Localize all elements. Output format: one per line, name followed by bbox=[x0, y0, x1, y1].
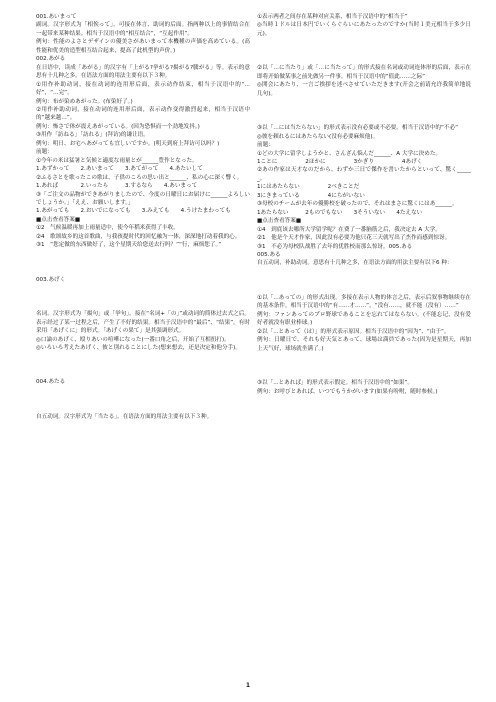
text-line: ①どの大学に留学しようかと、さんざん悩んだ______、A 大学に決めた。 bbox=[257, 150, 442, 157]
paragraph-gap bbox=[257, 98, 471, 124]
text-line: 003.あげく bbox=[36, 276, 66, 283]
text-line: 1あたらない 2ものでもない 3そういない 4たえない bbox=[257, 209, 423, 216]
text-line: 自五动词。汉字形式为「当たる」。在语法方面的用法主要有以下３种。 bbox=[36, 413, 213, 420]
text-line: ◎彼を頼れるにはあたらない(没有必要麻烦他)。 bbox=[257, 133, 379, 140]
text-line: ①以「...あっての」的形式出现。多接在表示人物的体言之后，表示后叙事物继续存在的基本条件。相当于汉语中的“有……才……”，“没有……，就不能（没有）……” bbox=[257, 294, 471, 310]
text-line: ②用作补助动词，接在动词的连用形后面，表示动作变得激烈起来，相当于汉语中的“越来越…”。 bbox=[36, 106, 250, 122]
text-line: ◎いろいろ考えたあげく、彼と別れることにした(想来想去，还是决定和他分手)。 bbox=[36, 344, 241, 351]
text-line: ③「ご注文の品物ができあがりましたので、今度の日曜日にお届けに______よろしいでしょうか。」「ええ、お願いします。」 bbox=[36, 191, 250, 206]
text-line: 副词。汉字形式为「相俟って」。可接在体言、助词的后面。指两种以上的事情结合在一起带来某种结果。相当于汉语中的“相互结合”，“互起作用”。 bbox=[36, 22, 250, 37]
text-line: ①4 到底该去哪所大学留学呢？在费了一番脑筋之后，我决定去 A 大学。 bbox=[257, 226, 441, 233]
text-line: 1.あれば 2.いったら 3.するなら 4.あいまって bbox=[36, 183, 198, 190]
text-line: 1.あずかって 2.あいまって 3.あてがって 4.あたいして bbox=[36, 166, 203, 173]
text-line: ②4 歌颂故乡的这首歌曲，与我孩提时代的回忆融为一体，深深地打动着我的心。 bbox=[36, 233, 241, 240]
text-line: 在日语中，读成「あがる」的汉字有「上がる?挙がる?揚がる?騰がる」等。表示的意思有十几种之多。在语法方面的用法主要有以下３种。 bbox=[36, 64, 250, 80]
text-line: ◎開会にあたり、一言ご挨拶を述べさせていただきます(开会之前请允许我简单地说几句)。 bbox=[257, 82, 471, 97]
text-line: ③用作「訪ねる」「訪れる」(拜访)的谦让语。 bbox=[36, 132, 149, 139]
left-column bbox=[36, 13, 250, 421]
text-line: ①今年の米は猛暑と気候と適度な雨量とが______豊作となった。 bbox=[36, 157, 198, 164]
text-line: ◎口論のあげく、殴りあいの喧嘩になった(一番口角之后，开始了互相扭打)。 bbox=[36, 336, 230, 343]
text-line: ①表示两者之间存在某种对应关系，相当于汉语中的“相当于” bbox=[257, 14, 408, 20]
paragraph-gap bbox=[36, 387, 250, 413]
text-line: ②あの作家は天才なのだから、わずか三日で傑作を書いたからといって、驚く______。 bbox=[257, 167, 471, 182]
text-line: ■点击查看答案■ bbox=[257, 218, 302, 225]
text-line: ③以「...とあれば」的形式表示假定。相当于汉语中的“如果”。 bbox=[257, 380, 413, 387]
text-line: ◎当時１ドルは日本円でいくらぐらいにあたったのですか(当时１美元相当于多少日元)。 bbox=[257, 22, 471, 37]
text-line: 1にはあたらない 2べきことだ bbox=[257, 184, 360, 191]
paragraph-gap bbox=[36, 352, 250, 378]
paragraph-gap bbox=[257, 353, 471, 379]
text-line: ①2 气候温暖再加上雨量适中，使今年稻米获得了丰收。 bbox=[36, 225, 179, 232]
text-line: 1.あがっても 2.おいでになっても 3.みえても 4.うけたまわっても bbox=[36, 208, 231, 215]
text-line: 前题： bbox=[36, 149, 53, 156]
text-line: ①用作补助动词，接在动词的连用形后面，表示动作结束，相当于汉语中的“…好”，“…完”。 bbox=[36, 81, 250, 97]
text-line: 1ことに 2ほかに 3かぎり 4あげく bbox=[257, 158, 423, 165]
text-line: ②1 他是个天才作家，因此没有必要为他只花三天就写出了杰作而感到惊讶。 bbox=[257, 235, 451, 242]
paragraph-gap bbox=[36, 250, 250, 276]
text-line: 例句：怖さで体が震えあがっている。(因为恐惧而一个劲地发抖。) bbox=[36, 123, 200, 130]
text-line: ②以「…に当たり」或「…に当たって」的形式接在名词或动词连体形的后面，表示在即将开始做某事之前先做另一件事。相当于汉语中的“值此……之际” bbox=[257, 65, 471, 80]
text-line: ③以「…には当たらない」的形式表示没有必要或不必要。相当于汉语中的“不必” bbox=[257, 125, 458, 132]
text-line: ③1 不必为母校队战胜了去年的优胜校而那么惊讶。005.ある bbox=[257, 243, 413, 250]
right-column bbox=[257, 13, 471, 396]
text-line: 005.ある bbox=[257, 251, 281, 258]
text-line: ②以「...とあって（は）」的形式表示原因。相当于汉语中的“因为”、“由于”。 bbox=[257, 328, 450, 335]
text-line: ②ふるさとを歌ったこの歌は、子供のころの思い出と______、私の心に深く響く。 bbox=[36, 174, 243, 181]
text-line: 3にきまっている 4にちがいない bbox=[257, 192, 365, 199]
text-line: 例句：布が染めあがった。(布染好了。) bbox=[36, 98, 133, 105]
text-line: 002.あがる bbox=[36, 56, 66, 63]
text-line: 名词。汉字形式为「揚句」或「挙句」。接在“名词+「の」”或动词的简体过去式之后。表示经过了某一过程之后，产生了不好的结果。相当于汉语中的“最后”、“结果”。有时采用「あげくに」的形式。「あげくの果て」是其强调形式。 bbox=[36, 311, 250, 335]
text-line: 例句：日曜日で、それも好天気とあって、球場は満員であった(因为是星期天，再加上天气好，球场就坐满了。) bbox=[257, 337, 471, 352]
paragraph-gap bbox=[36, 284, 250, 310]
paragraph-gap bbox=[257, 268, 471, 294]
text-line: 例句：ファンあってのプロ野球であることを忘れてはならない。(不能忘记，没有爱好者就没有职业棒球。) bbox=[257, 311, 471, 327]
text-line: ③母校のチームが去年の優勝校を破ったので、それはまさに驚くにはあ______。 bbox=[257, 201, 458, 208]
text-line: 前题： bbox=[257, 142, 274, 149]
text-line: ■点击查看答案■ bbox=[36, 216, 81, 223]
text-line: 例句：明日、お宅へあがっても宜しいですか。(明天到府上拜访可以吗？) bbox=[36, 140, 220, 147]
page-number: 1 bbox=[245, 682, 251, 689]
text-line: 004.あたる bbox=[36, 379, 66, 386]
text-line: 001.あいまって bbox=[36, 14, 77, 20]
paragraph-gap bbox=[257, 38, 471, 64]
text-line: 例句：お呼びとあれば、いつでもうかがいます(如果有吩咐，随时参候。) bbox=[257, 388, 438, 395]
text-line: 自五动词，补助动词。意思有十几种之多，在语法方面的用法主要有以下6 种： bbox=[257, 260, 453, 267]
text-line: 例句：性能のよさとデザインの優美さが​あいまって本機種の声価を高めている。(高性能和优美的造型相互结合起来，提高了此机型的声价。) bbox=[36, 39, 250, 54]
text-line: ③1 “您定做的东西做好了，这个星期天给您送去行吗？”“行，麻烦您了。” bbox=[36, 242, 222, 249]
